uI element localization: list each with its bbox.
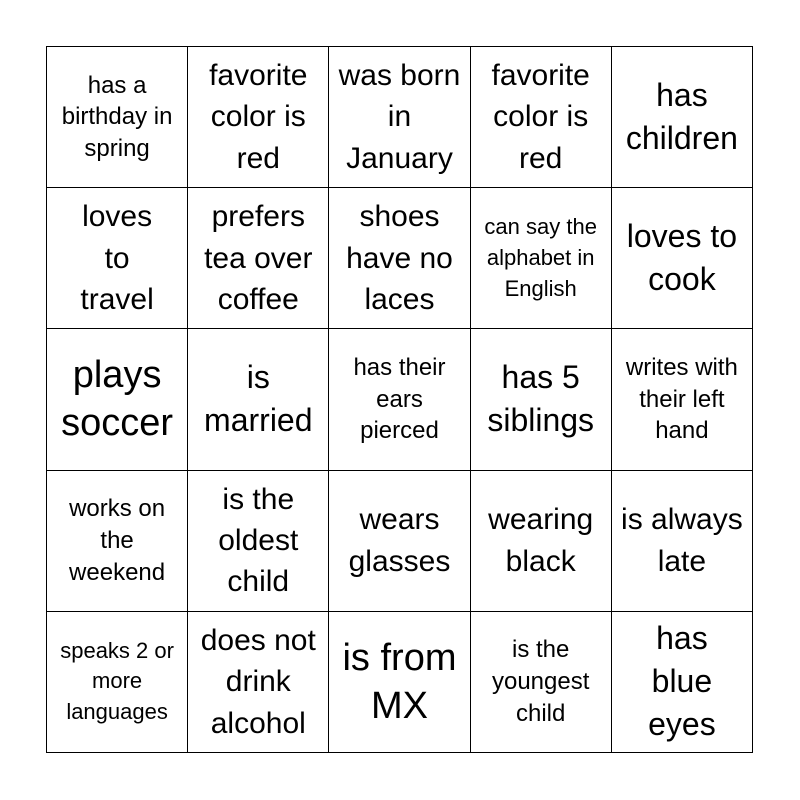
bingo-cell-label: favorite color is red <box>209 59 308 175</box>
bingo-cell-r1c2[interactable] <box>188 47 329 188</box>
bingo-cell-label: wearing black <box>488 503 594 578</box>
bingo-cell-label: is the youngest child <box>491 636 590 727</box>
bingo-cell-r1c1[interactable] <box>47 47 188 188</box>
bingo-cell-label: works on the weekend <box>69 495 166 586</box>
bingo-cell-label: has blue eyes <box>648 620 716 743</box>
bingo-cell-r3c3[interactable] <box>329 329 470 470</box>
bingo-cell-r4c5[interactable] <box>612 471 753 612</box>
bingo-cell-label: is always late <box>621 503 743 578</box>
bingo-cell-label: is married <box>204 359 313 439</box>
bingo-cell-r4c1[interactable] <box>47 471 188 612</box>
bingo-cell-r2c2[interactable] <box>188 188 329 329</box>
bingo-cell-r1c5[interactable] <box>612 47 753 188</box>
bingo-board <box>46 46 753 753</box>
bingo-cell-r4c4[interactable] <box>471 471 612 612</box>
bingo-cell-r1c3[interactable] <box>329 47 470 188</box>
bingo-cell-r5c2[interactable] <box>188 612 329 753</box>
bingo-cell-label: prefers tea over coffee <box>204 200 313 316</box>
bingo-cell-label: speaks 2 or more languages <box>60 637 174 725</box>
bingo-cell-r4c2[interactable] <box>188 471 329 612</box>
bingo-cell-label: has children <box>625 76 738 157</box>
bingo-cell-r1c4[interactable] <box>471 47 612 188</box>
bingo-cell-label: loves to travel <box>80 200 154 316</box>
bingo-cell-r2c5[interactable] <box>612 188 753 329</box>
bingo-cell-label: favorite color is red <box>491 59 590 175</box>
bingo-cell-r2c1[interactable] <box>47 188 188 329</box>
bingo-cell-label: was born in January <box>338 59 461 175</box>
bingo-cell-label: plays soccer <box>61 354 174 445</box>
bingo-cell-r3c4[interactable] <box>471 329 612 470</box>
bingo-cell-r2c4[interactable] <box>471 188 612 329</box>
bingo-cell-label: has 5 siblings <box>487 359 595 439</box>
bingo-cell-label: does not drink alcohol <box>200 623 316 740</box>
bingo-cell-label: writes with their left hand <box>625 353 738 445</box>
bingo-cell-r5c4[interactable] <box>471 612 612 753</box>
bingo-cell-label: wears glasses <box>348 503 451 578</box>
bingo-cell-r3c2[interactable] <box>188 329 329 470</box>
bingo-cell-r3c5[interactable] <box>612 329 753 470</box>
bingo-cell-label: has their ears pierced <box>353 353 446 445</box>
bingo-cell-label: has a birthday in spring <box>61 71 173 162</box>
bingo-cell-label: is from MX <box>342 636 457 727</box>
bingo-cell-label: can say the alphabet in English <box>484 214 597 301</box>
bingo-cell-r5c1[interactable] <box>47 612 188 753</box>
bingo-cell-label: shoes have no laces <box>346 200 453 316</box>
bingo-cell-r5c3[interactable] <box>329 612 470 753</box>
bingo-cell-r3c1[interactable] <box>47 329 188 470</box>
bingo-cell-label: loves to cook <box>626 218 738 298</box>
bingo-cell-r4c3[interactable] <box>329 471 470 612</box>
bingo-cell-r2c3[interactable] <box>329 188 470 329</box>
bingo-cell-r5c5[interactable] <box>612 612 753 753</box>
bingo-cell-label: is the oldest child <box>218 482 299 599</box>
